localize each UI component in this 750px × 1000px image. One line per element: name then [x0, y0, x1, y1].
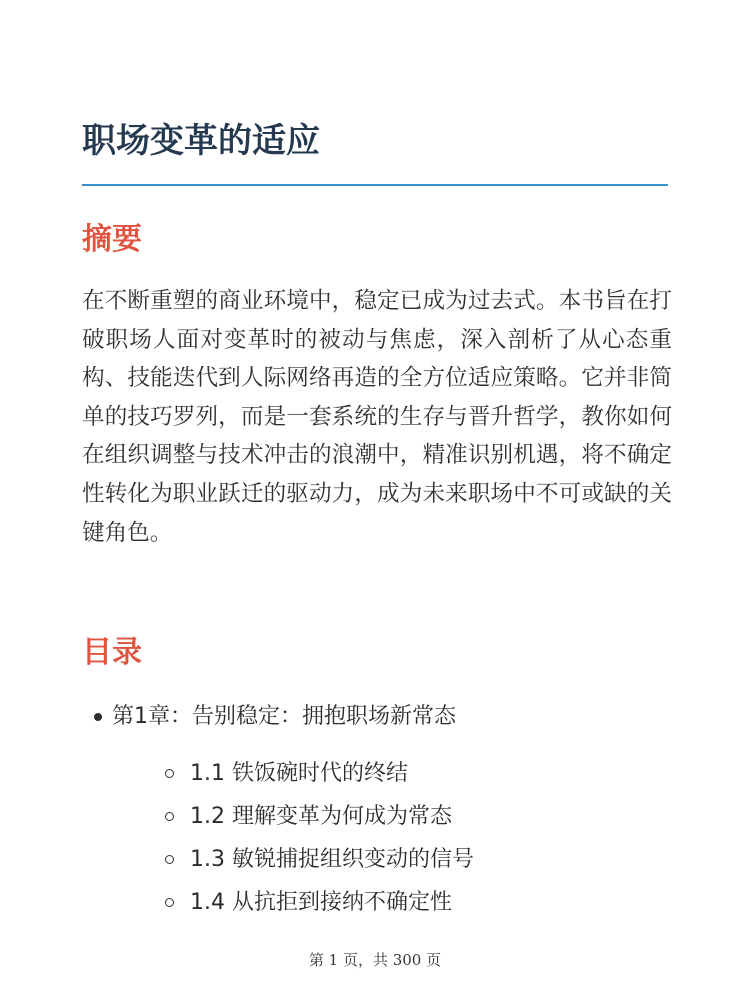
document-title: 职场变革的适应	[82, 121, 320, 161]
toc-subsection-1-2[interactable]	[190, 798, 452, 836]
toc-subsection-label: 1.1 铁饭碗时代的终结	[190, 761, 408, 786]
toc-subsection-label: 1.3 敏锐捕捉组织变动的信号	[190, 847, 474, 872]
toc-subsection-label: 1.2 理解变革为何成为常态	[190, 804, 452, 829]
toc-chapter-1[interactable]	[112, 698, 456, 736]
bullet-circle-icon	[165, 855, 174, 864]
toc-subsection-1-1[interactable]	[190, 755, 408, 793]
toc-heading: 目录	[82, 635, 142, 670]
title-divider	[82, 184, 668, 186]
toc-subsection-1-3[interactable]	[190, 841, 474, 879]
toc-subsection-1-4[interactable]	[190, 884, 452, 922]
toc-subsection-label: 1.4 从抗拒到接纳不确定性	[190, 890, 452, 915]
bullet-disc-icon	[94, 713, 102, 721]
abstract-paragraph: 在不断重塑的商业环境中，稳定已成为过去式。本书旨在打破职场人面对变革时的被动与焦虑，深入剖析了从心态重构、技能迭代到人际网络再造的全方位适应策略。它并非简单的技巧罗列，而是一套系统的生存与晋升哲学，教你如何在组织调整与技术冲击的浪潮中，精准识别机遇，将不确定性转化为职业跃迁的驱动力，成为未来职场中不可或缺的关键角色。	[82, 288, 672, 546]
bullet-circle-icon	[165, 898, 174, 907]
bullet-circle-icon	[165, 812, 174, 821]
page-footer: 第 1 页，共 300 页	[308, 951, 442, 969]
bullet-circle-icon	[165, 769, 174, 778]
toc-chapter-label: 第1章：告别稳定：拥抱职场新常态	[112, 704, 456, 729]
abstract-heading: 摘要	[82, 222, 142, 257]
